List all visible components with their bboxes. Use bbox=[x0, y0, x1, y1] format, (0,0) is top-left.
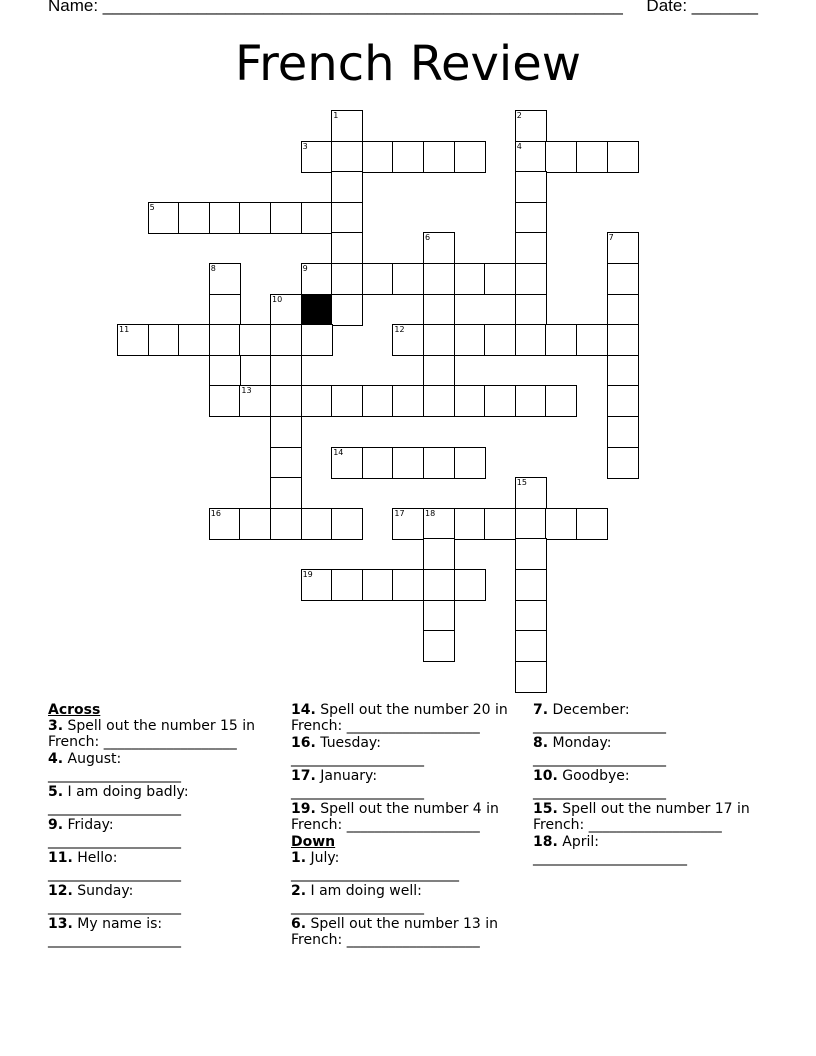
grid-cell[interactable] bbox=[148, 202, 180, 234]
grid-cell[interactable] bbox=[454, 385, 486, 417]
clue-number-label: 10. bbox=[533, 768, 558, 784]
grid-cell[interactable] bbox=[331, 294, 363, 326]
grid-block bbox=[301, 294, 333, 326]
grid-cell[interactable] bbox=[423, 232, 455, 264]
answer-blank[interactable]: ___________________ bbox=[291, 784, 424, 800]
grid-cell[interactable] bbox=[331, 171, 363, 203]
grid-cell[interactable] bbox=[423, 141, 455, 173]
grid-cell[interactable] bbox=[209, 355, 241, 387]
clue-number: 5 bbox=[149, 202, 155, 212]
clue bbox=[533, 702, 773, 734]
grid-cell[interactable] bbox=[607, 324, 639, 356]
grid-cell[interactable] bbox=[178, 324, 210, 356]
grid-cell[interactable] bbox=[209, 202, 241, 234]
clue-number: 9 bbox=[302, 264, 308, 273]
clue-number: 4 bbox=[516, 141, 522, 151]
clue-number-label: 9. bbox=[48, 817, 64, 833]
grid-cell[interactable] bbox=[362, 569, 394, 601]
clue bbox=[48, 784, 270, 816]
grid-cell[interactable] bbox=[423, 630, 455, 662]
grid-cell[interactable] bbox=[178, 202, 210, 234]
clue-number: 13 bbox=[241, 386, 252, 396]
grid-cell[interactable] bbox=[362, 263, 394, 295]
grid-cell[interactable] bbox=[454, 324, 486, 356]
grid-cell[interactable] bbox=[362, 385, 394, 417]
clue bbox=[533, 768, 773, 800]
grid-cell[interactable] bbox=[270, 385, 302, 417]
grid-cell[interactable] bbox=[270, 324, 302, 356]
clue bbox=[48, 751, 270, 783]
clue-number: 1 bbox=[333, 111, 339, 120]
clue-text: Monday: bbox=[548, 735, 612, 751]
grid-cell[interactable] bbox=[515, 202, 547, 234]
clue bbox=[291, 883, 521, 915]
grid-cell[interactable] bbox=[392, 569, 424, 601]
grid-cell[interactable] bbox=[331, 110, 363, 142]
grid-cell[interactable] bbox=[331, 263, 363, 295]
clue-number: 17 bbox=[394, 508, 405, 518]
answer-blank[interactable]: ___________________ bbox=[533, 718, 666, 734]
clue bbox=[48, 883, 270, 915]
answer-blank[interactable]: ___________________ bbox=[48, 833, 181, 849]
grid-cell[interactable] bbox=[301, 324, 333, 356]
grid-cell[interactable] bbox=[301, 263, 333, 295]
clue bbox=[533, 834, 773, 866]
grid-cell[interactable] bbox=[545, 141, 577, 173]
name-date-line: Name: _______________________________________________________ Date: _______ bbox=[48, 0, 758, 15]
clue-number: 14 bbox=[333, 447, 344, 457]
answer-blank[interactable]: ___________________ bbox=[291, 899, 424, 915]
grid-cell[interactable] bbox=[607, 294, 639, 326]
grid-cell[interactable] bbox=[331, 508, 363, 540]
clue bbox=[48, 718, 270, 750]
grid-cell[interactable] bbox=[484, 508, 516, 540]
grid-cell[interactable] bbox=[270, 447, 302, 479]
clue-text: Hello: bbox=[72, 850, 118, 866]
grid-cell[interactable] bbox=[576, 141, 608, 173]
grid-cell[interactable] bbox=[423, 600, 455, 632]
grid-cell[interactable] bbox=[545, 324, 577, 356]
grid-cell[interactable] bbox=[423, 324, 455, 356]
answer-blank[interactable]: ___________________ bbox=[533, 784, 666, 800]
clue-number-label: 14. bbox=[291, 702, 316, 718]
grid-cell[interactable] bbox=[331, 232, 363, 264]
grid-cell[interactable] bbox=[392, 141, 424, 173]
grid-cell[interactable] bbox=[515, 385, 547, 417]
clue-text: I am doing badly: bbox=[63, 784, 189, 800]
clue-number: 18 bbox=[425, 508, 436, 518]
grid-cell[interactable] bbox=[209, 263, 241, 295]
grid-cell[interactable] bbox=[607, 416, 639, 448]
grid-cell[interactable] bbox=[515, 141, 547, 173]
grid-cell[interactable] bbox=[423, 447, 455, 479]
grid-cell[interactable] bbox=[515, 294, 547, 326]
clue-text: My name is: bbox=[72, 916, 163, 932]
grid-cell[interactable] bbox=[607, 447, 639, 479]
answer-blank[interactable]: ___________________ bbox=[48, 800, 181, 816]
grid-cell[interactable] bbox=[331, 202, 363, 234]
clue-number-label: 7. bbox=[533, 702, 549, 718]
grid-cell[interactable] bbox=[117, 324, 149, 356]
grid-cell[interactable] bbox=[545, 385, 577, 417]
answer-blank[interactable]: ___________________ bbox=[346, 718, 480, 734]
grid-cell[interactable] bbox=[423, 508, 455, 540]
grid-cell[interactable] bbox=[392, 324, 424, 356]
grid-cell[interactable] bbox=[515, 508, 547, 540]
grid-cell[interactable] bbox=[239, 324, 271, 356]
clue-number: 3 bbox=[302, 141, 308, 151]
clue bbox=[291, 735, 521, 767]
clue bbox=[48, 850, 270, 882]
clues-column-2 bbox=[291, 702, 521, 949]
grid-cell[interactable] bbox=[301, 508, 333, 540]
grid-cell[interactable] bbox=[209, 294, 241, 326]
clue-text: April: bbox=[557, 834, 599, 850]
grid-cell[interactable] bbox=[270, 202, 302, 234]
grid-cell[interactable] bbox=[270, 477, 302, 509]
grid-cell[interactable] bbox=[423, 569, 455, 601]
grid-cell[interactable] bbox=[301, 569, 333, 601]
clue-heading: Across bbox=[48, 702, 101, 718]
grid-cell[interactable] bbox=[515, 232, 547, 264]
clue bbox=[291, 916, 521, 948]
clue-number: 10 bbox=[272, 294, 283, 304]
clue-text: Sunday: bbox=[72, 883, 134, 899]
clue bbox=[48, 916, 270, 948]
clue-text: Spell out the number 15 in French: bbox=[48, 718, 256, 750]
clue bbox=[291, 850, 521, 882]
grid-cell[interactable] bbox=[331, 385, 363, 417]
grid-cell[interactable] bbox=[392, 508, 424, 540]
grid-cell[interactable] bbox=[515, 263, 547, 295]
clue-number: 19 bbox=[302, 570, 313, 579]
grid-cell[interactable] bbox=[209, 508, 241, 540]
clue bbox=[533, 801, 773, 833]
clue bbox=[291, 768, 521, 800]
grid-cell[interactable] bbox=[301, 385, 333, 417]
clue-number-label: 15. bbox=[533, 801, 558, 817]
grid-cell[interactable] bbox=[423, 294, 455, 326]
clue-text: Tuesday: bbox=[315, 735, 381, 751]
clue-text: Spell out the number 4 in French: bbox=[291, 801, 499, 833]
clue-number: 7 bbox=[608, 233, 614, 243]
grid-cell[interactable] bbox=[515, 600, 547, 632]
clue-number-label: 6. bbox=[291, 916, 307, 932]
grid-cell[interactable] bbox=[515, 477, 547, 509]
grid-cell[interactable] bbox=[454, 508, 486, 540]
answer-blank[interactable]: ___________________ bbox=[588, 817, 722, 833]
answer-blank[interactable]: ______________________ bbox=[533, 850, 687, 866]
clue-text: I am doing well: bbox=[306, 883, 422, 899]
grid-cell[interactable] bbox=[515, 110, 547, 142]
grid-cell[interactable] bbox=[515, 171, 547, 203]
grid-cell[interactable] bbox=[331, 447, 363, 479]
grid-cell[interactable] bbox=[515, 324, 547, 356]
clue bbox=[291, 801, 521, 833]
grid-cell[interactable] bbox=[515, 630, 547, 662]
grid-cell[interactable] bbox=[423, 538, 455, 570]
grid-cell[interactable] bbox=[576, 324, 608, 356]
clue bbox=[533, 735, 773, 767]
clues-column-1 bbox=[48, 702, 270, 949]
grid-cell[interactable] bbox=[423, 355, 455, 387]
answer-blank[interactable]: ___________________ bbox=[533, 751, 666, 767]
clue-number-label: 8. bbox=[533, 735, 549, 751]
answer-blank[interactable]: ___________________ bbox=[103, 734, 237, 750]
grid-cell[interactable] bbox=[454, 447, 486, 479]
grid-cell[interactable] bbox=[301, 202, 333, 234]
answer-blank[interactable]: ________________________ bbox=[291, 866, 459, 882]
grid-cell[interactable] bbox=[239, 202, 271, 234]
clue-text: Friday: bbox=[63, 817, 114, 833]
grid-cell[interactable] bbox=[270, 416, 302, 448]
answer-blank[interactable]: ___________________ bbox=[291, 751, 424, 767]
grid-cell[interactable] bbox=[239, 508, 271, 540]
grid-cell[interactable] bbox=[331, 569, 363, 601]
grid-cell[interactable] bbox=[607, 355, 639, 387]
clue-number: 16 bbox=[210, 508, 221, 518]
answer-blank[interactable]: ___________________ bbox=[48, 932, 181, 948]
grid-cell[interactable] bbox=[607, 141, 639, 173]
clue-heading: Down bbox=[291, 834, 336, 850]
clue-number-label: 2. bbox=[291, 883, 307, 899]
clue-number-label: 16. bbox=[291, 735, 316, 751]
grid-cell[interactable] bbox=[148, 324, 180, 356]
clue-text: December: bbox=[548, 702, 630, 718]
grid-cell[interactable] bbox=[607, 385, 639, 417]
grid-cell[interactable] bbox=[545, 508, 577, 540]
grid-cell[interactable] bbox=[362, 447, 394, 479]
answer-blank[interactable]: ___________________ bbox=[48, 866, 181, 882]
clue-number-label: 19. bbox=[291, 801, 316, 817]
grid-cell[interactable] bbox=[392, 447, 424, 479]
grid-cell[interactable] bbox=[423, 385, 455, 417]
grid-cell[interactable] bbox=[607, 232, 639, 264]
grid-cell[interactable] bbox=[362, 141, 394, 173]
grid-cell[interactable] bbox=[270, 508, 302, 540]
clue-number: 6 bbox=[425, 233, 431, 243]
clue-number-label: 5. bbox=[48, 784, 64, 800]
clue-number-label: 1. bbox=[291, 850, 307, 866]
grid-cell[interactable] bbox=[454, 263, 486, 295]
answer-blank[interactable]: ___________________ bbox=[48, 767, 181, 783]
clue-text: Spell out the number 13 in French: bbox=[291, 916, 499, 948]
grid-cell[interactable] bbox=[515, 538, 547, 570]
clue-text: August: bbox=[63, 751, 122, 767]
clues-column-3 bbox=[533, 702, 773, 867]
grid-cell[interactable] bbox=[484, 385, 516, 417]
grid-cell[interactable] bbox=[209, 324, 241, 356]
grid-cell[interactable] bbox=[484, 324, 516, 356]
grid-cell[interactable] bbox=[515, 569, 547, 601]
grid-cell[interactable] bbox=[607, 263, 639, 295]
clue-text: July: bbox=[306, 850, 340, 866]
answer-blank[interactable]: ___________________ bbox=[346, 932, 480, 948]
answer-blank[interactable]: ___________________ bbox=[48, 899, 181, 915]
grid-cell[interactable] bbox=[270, 294, 302, 326]
grid-cell[interactable] bbox=[331, 141, 363, 173]
page-title: French Review bbox=[234, 36, 582, 92]
clue-text: Goodbye: bbox=[557, 768, 630, 784]
answer-blank[interactable]: ___________________ bbox=[346, 817, 480, 833]
clue-text: Spell out the number 17 in French: bbox=[533, 801, 750, 833]
clue bbox=[48, 817, 270, 849]
grid-cell[interactable] bbox=[454, 569, 486, 601]
grid-cell[interactable] bbox=[392, 385, 424, 417]
grid-cell[interactable] bbox=[392, 263, 424, 295]
clue-number-label: 12. bbox=[48, 883, 73, 899]
grid-cell[interactable] bbox=[454, 141, 486, 173]
clue-number-label: 18. bbox=[533, 834, 558, 850]
clue-number: 15 bbox=[516, 478, 527, 488]
grid-cell[interactable] bbox=[515, 661, 547, 693]
grid-cell[interactable] bbox=[484, 263, 516, 295]
grid-cell[interactable] bbox=[270, 355, 302, 387]
clue-number: 12 bbox=[394, 325, 405, 335]
clue bbox=[291, 702, 521, 734]
clue-number-label: 3. bbox=[48, 718, 64, 734]
grid-cell[interactable] bbox=[301, 141, 333, 173]
clue-number: 2 bbox=[516, 111, 522, 120]
grid-cell[interactable] bbox=[576, 508, 608, 540]
grid-cell[interactable] bbox=[239, 385, 271, 417]
clue-number: 11 bbox=[119, 325, 130, 335]
clue-text: January: bbox=[315, 768, 378, 784]
clue-number-label: 17. bbox=[291, 768, 316, 784]
clue-text: Spell out the number 20 in French: bbox=[291, 702, 508, 734]
grid-cell[interactable] bbox=[423, 263, 455, 295]
clue-number: 8 bbox=[210, 264, 216, 273]
grid-cell[interactable] bbox=[209, 385, 241, 417]
clue-number-label: 11. bbox=[48, 850, 73, 866]
clue-number-label: 4. bbox=[48, 751, 64, 767]
clue-number-label: 13. bbox=[48, 916, 73, 932]
